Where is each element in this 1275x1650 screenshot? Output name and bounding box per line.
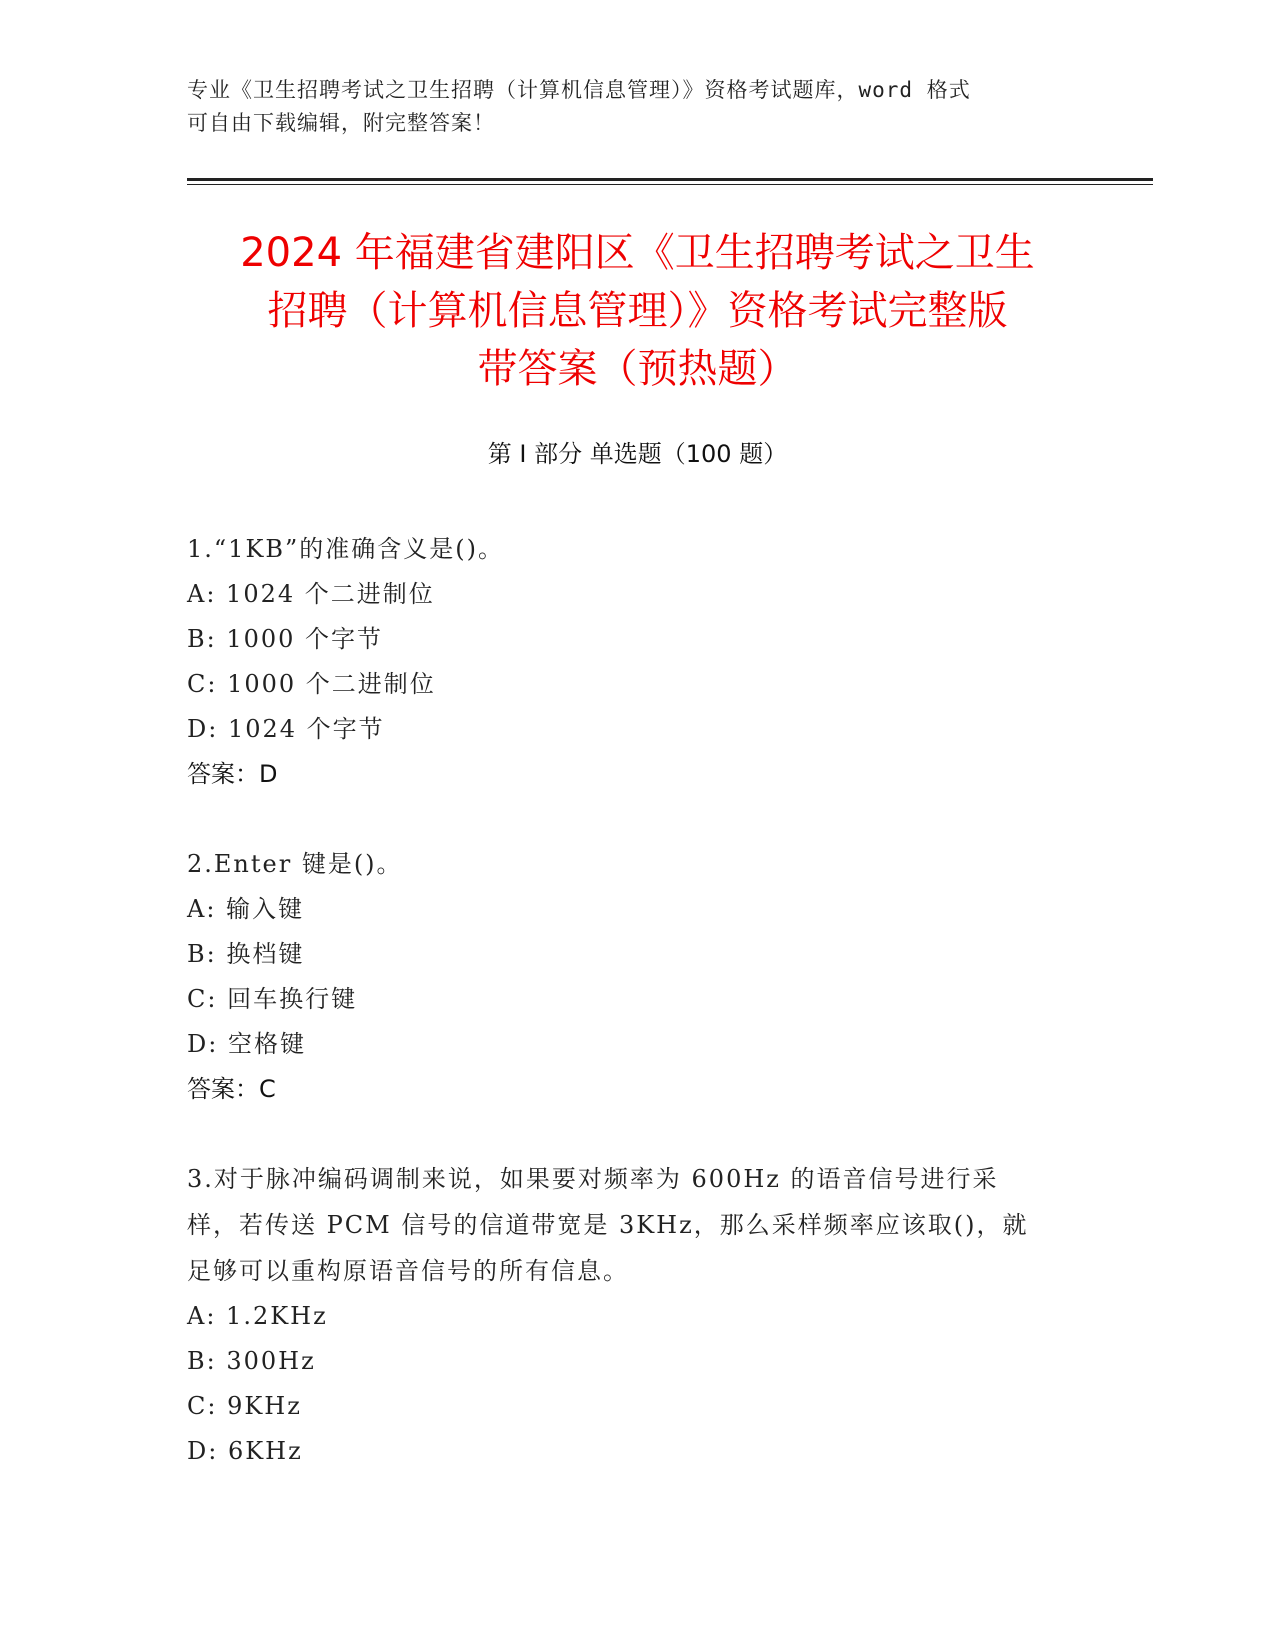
header-note xyxy=(187,74,1067,140)
question-stem-line-1: 3.对于脉冲编码调制来说，如果要对频率为 600Hz 的语音信号进行采 xyxy=(187,1165,999,1193)
header-note-line-1: 专业《卫生招聘考试之卫生招聘（计算机信息管理）》资格考试题库，word 格式 xyxy=(187,78,971,102)
option-a: A: 1024 个二进制位 xyxy=(187,580,435,608)
document-title-line-1: 2024 年福建省建阳区《卫生招聘考试之卫生 xyxy=(240,230,1035,276)
question-stem-line-2: 样，若传送 PCM 信号的信道带宽是 3KHz，那么采样频率应该取()，就 xyxy=(187,1211,1029,1239)
question-1 xyxy=(187,526,1067,797)
document-title xyxy=(150,224,1125,398)
option-b: B: 换档键 xyxy=(187,940,305,968)
question-2 xyxy=(187,841,1067,1112)
option-a: A: 输入键 xyxy=(187,895,305,923)
question-stem: 1.“1KB”的准确含义是()。 xyxy=(187,535,504,563)
answer-label: 答案：D xyxy=(187,760,278,788)
question-stem: 2.Enter 键是()。 xyxy=(187,850,403,878)
option-b: B: 1000 个字节 xyxy=(187,625,384,653)
option-d: D: 6KHz xyxy=(187,1437,303,1465)
answer-label: 答案：C xyxy=(187,1075,276,1103)
option-d: D: 1024 个字节 xyxy=(187,715,385,743)
section-heading: 第 I 部分 单选题（100 题） xyxy=(487,440,788,468)
header-divider-thin xyxy=(187,184,1153,185)
option-c: C: 9KHz xyxy=(187,1392,302,1420)
question-stem-line-3: 足够可以重构原语音信号的所有信息。 xyxy=(187,1257,629,1285)
question-3 xyxy=(187,1156,1067,1474)
question-list xyxy=(187,526,1067,1518)
option-c: C: 1000 个二进制位 xyxy=(187,670,436,698)
option-d: D: 空格键 xyxy=(187,1030,306,1058)
option-a: A: 1.2KHz xyxy=(187,1302,328,1330)
document-title-line-3: 带答案（预热题） xyxy=(477,346,798,392)
document-title-line-2: 招聘（计算机信息管理）》资格考试完整版 xyxy=(267,288,1008,334)
header-note-line-2: 可自由下载编辑，附完整答案！ xyxy=(187,111,495,135)
option-b: B: 300Hz xyxy=(187,1347,316,1375)
option-c: C: 回车换行键 xyxy=(187,985,358,1013)
header-divider-thick xyxy=(187,178,1153,181)
